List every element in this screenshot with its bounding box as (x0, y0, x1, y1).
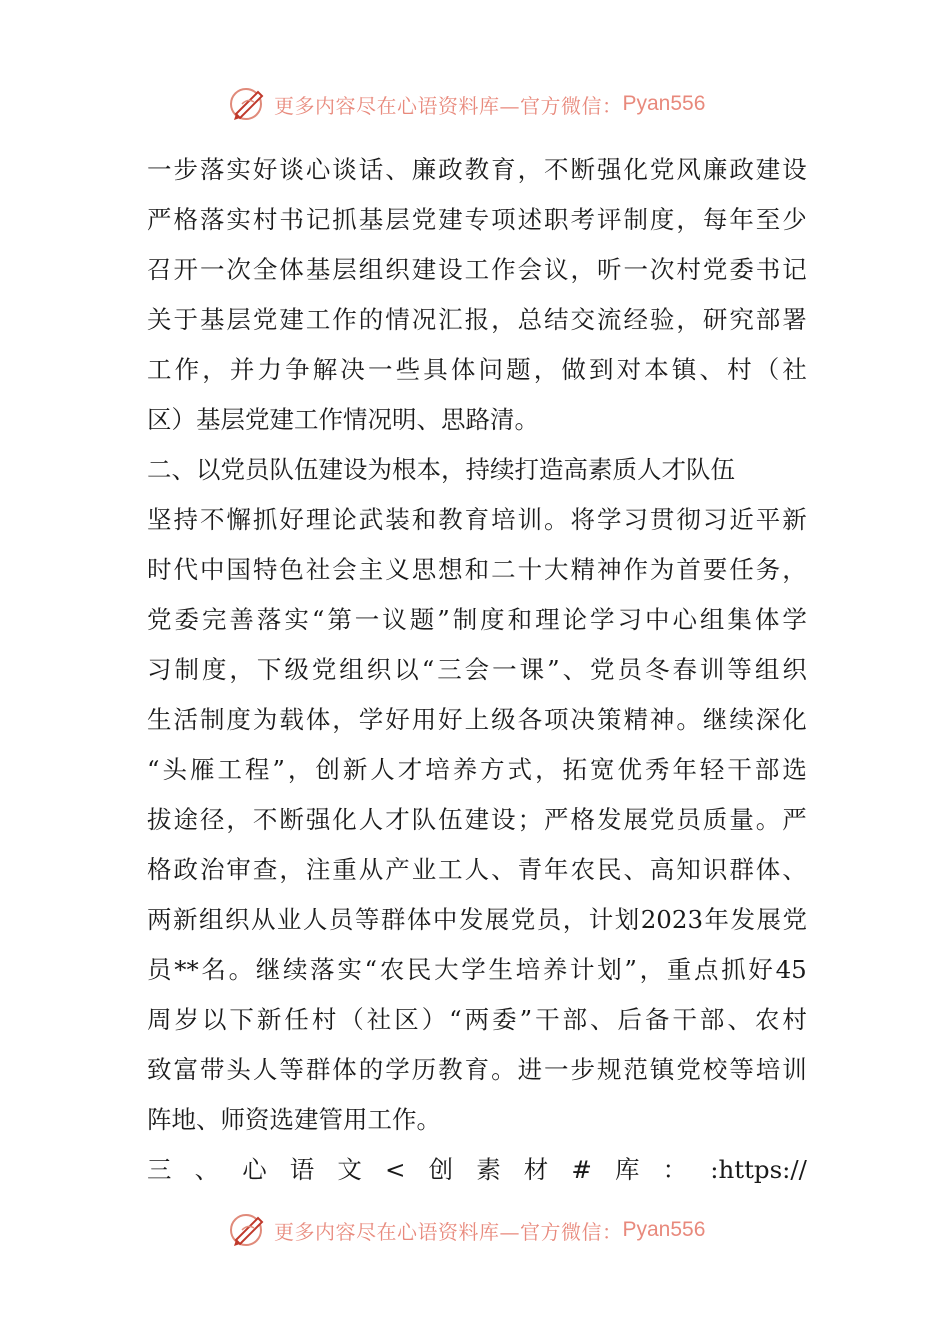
watermark-text: 更多内容尽在心语资料库—官方微信： (274, 1219, 623, 1244)
document-body (147, 145, 807, 1195)
text-line: 党 委 完 善 落 实 “ 第 一 议 题 ” 制 度 和 理 论 学 习 中 心 组 集 体 学 (147, 605, 807, 634)
watermark-banner-bottom (228, 1208, 728, 1252)
text-line: 阵地、师资选建管用工作。 (147, 1105, 441, 1134)
text-line: 坚 持 不 懈 抓 好 理 论 武 装 和 教 育 培 训 。 将 学 习 贯 彻 习 近 平 新 (147, 505, 807, 534)
text-line: 致 富 带 头 人 等 群 体 的 学 历 教 育 。 进 一 步 规 范 镇 党 校 等 培 训 (147, 1055, 807, 1084)
text-line: 习 制 度 ， 下 级 党 组 织 以 “ 三 会 一 课 ” 、 党 员 冬 春 训 等 组 织 (147, 655, 807, 684)
text-line: 员 ** 名 。 继 续 落 实 “ 农 民 大 学 生 培 养 计 划 ” ， 重 点 抓 好 45 (147, 955, 807, 984)
text-line: 区）基层党建工作情况明、思路清。 (147, 405, 539, 434)
text-line: 三 、 心 语 文 < 创 素 材 # 库 ： :https:// (147, 1155, 807, 1184)
text-line: 一 步 落 实 好 谈 心 谈 话 、 廉 政 教 育 ， 不 断 强 化 党 风 廉 政 建 设 (147, 155, 807, 184)
text-line: 生 活 制 度 为 载 体 ， 学 好 用 好 上 级 各 项 决 策 精 神 。 继 续 深 化 (147, 705, 807, 734)
pen-logo-icon (228, 84, 268, 124)
text-line: 时 代 中 国 特 色 社 会 主 义 思 想 和 二 十 大 精 神 作 为 首 要 任 务 ， (147, 555, 807, 584)
text-line: 工 作 ， 并 力 争 解 决 一 些 具 体 问 题 ， 做 到 对 本 镇 、 村 （ 社 (147, 355, 807, 384)
text-line: 格 政 治 审 查 ， 注 重 从 产 业 工 人 、 青 年 农 民 、 高 知 识 群 体 、 (147, 855, 807, 884)
watermark-wechat-id: Pyan556 (622, 92, 706, 115)
text-line: 严 格 落 实 村 书 记 抓 基 层 党 建 专 项 述 职 考 评 制 度 ， 每 年 至 少 (147, 205, 807, 234)
text-line: “ 头 雁 工 程 ” ， 创 新 人 才 培 养 方 式 ， 拓 宽 优 秀 年 轻 干 部 选 (147, 755, 807, 784)
watermark-banner-top (228, 82, 728, 126)
text-line: 两 新 组 织 从 业 人 员 等 群 体 中 发 展 党 员 ， 计 划 2023 年 发 展 党 (147, 905, 807, 934)
text-line: 召 开 一 次 全 体 基 层 组 织 建 设 工 作 会 议 ， 听 一 次 村 党 委 书 记 (147, 255, 807, 284)
text-line: 二、以党员队伍建设为根本，持续打造高素质人才队伍 (147, 455, 735, 484)
pen-logo-icon (228, 1210, 268, 1250)
text-line: 周 岁 以 下 新 任 村 （ 社 区 ） “ 两 委 ” 干 部 、 后 备 干 部 、 农 村 (147, 1005, 807, 1034)
watermark-text: 更多内容尽在心语资料库—官方微信： (274, 93, 623, 118)
text-line: 拔 途 径 ， 不 断 强 化 人 才 队 伍 建 设 ； 严 格 发 展 党 员 质 量 。 严 (147, 805, 807, 834)
watermark-wechat-id: Pyan556 (622, 1218, 706, 1241)
text-line: 关 于 基 层 党 建 工 作 的 情 况 汇 报 ， 总 结 交 流 经 验 ， 研 究 部 署 (147, 305, 807, 334)
